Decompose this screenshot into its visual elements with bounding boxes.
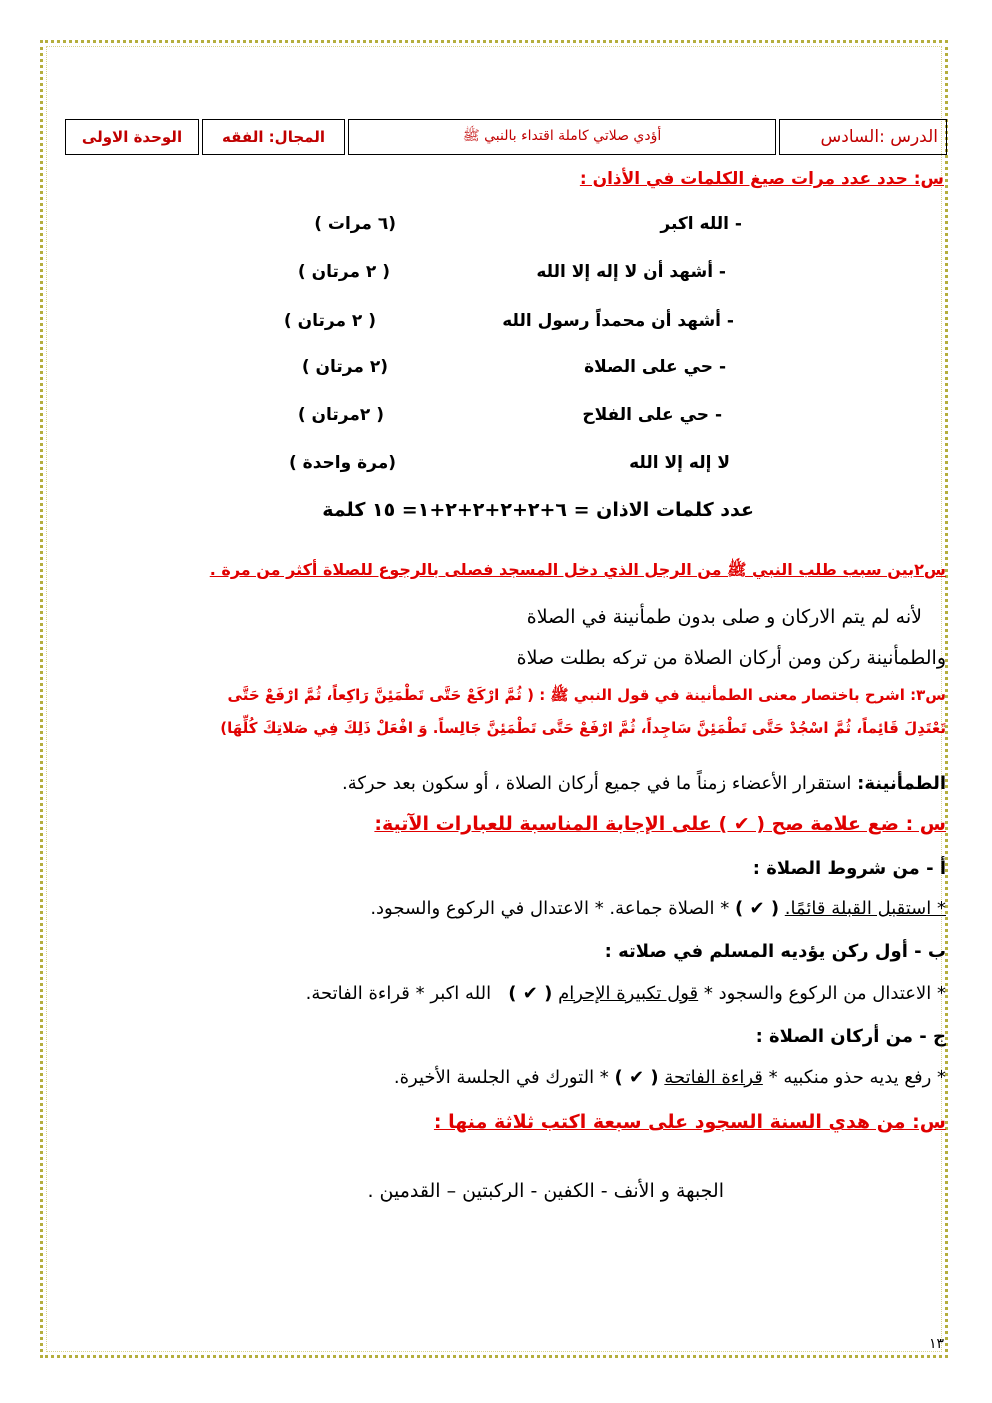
q3-title-line1: س٣: اشرح باختصار معنى الطمأنينة في قول النبي ﷺ : ( ثُمَّ ارْكَعْ حَتَّى تَطْمَئِنَّ رَاكِعاً، ثُمَّ ارْفَعْ حَتَّى (227, 686, 946, 704)
q1-count-3: ( ٢ مرتان ) (283, 311, 376, 331)
unit-cell: الوحدة الاولى (65, 119, 199, 155)
q4-b-option-1: * الاعتدال من الركوع والسجود * (703, 983, 946, 1004)
q4-c-option-3: * التورك في الجلسة الأخيرة. (393, 1067, 609, 1088)
q1-total: عدد كلمات الاذان = ٦+٢+٢+٢+٢+١= ١٥ كلمة (322, 499, 754, 521)
q1-count-4: (٢ مرتان ) (301, 357, 388, 377)
q1-count-1: (٦ مرات ) (314, 214, 396, 234)
header-table (62, 116, 950, 158)
q1-phrase-5: - حي على الفلاح (582, 405, 722, 425)
q1-count-2: ( ٢ مرتان ) (297, 262, 390, 282)
q4-c-options (394, 1067, 946, 1088)
q4-c-option-2: قراءة الفاتحة (664, 1067, 763, 1088)
page-number: ١٣ (928, 1336, 944, 1352)
q4-c-heading: ج - من أركان الصلاة : (755, 1026, 946, 1047)
q1-phrase-1: - الله اكبر (660, 214, 742, 234)
q4-a-option-2: * الصلاة جماعة. * الاعتدال في الركوع والسجود. (370, 898, 730, 919)
q2-answer-line2: والطمأنينة ركن ومن أركان الصلاة من تركه بطلت صلاة (516, 647, 946, 669)
q3-title-line2: تَعْتَدِلَ قَائِماً، ثُمَّ اسْجُدْ حَتَّى تَطْمَئِنَّ سَاجِداً، ثُمَّ ارْفَعْ حَتَّى تَطْمَئِنَّ جَالِساً. وَ افْعَلْ ذَلِكَ فِي صَلاتِكَ كُلِّهَا) (220, 719, 946, 737)
lesson-cell: الدرس :السادس (779, 119, 947, 155)
q4-a-options (370, 898, 946, 919)
q5-answer: الجبهة و الأنف - الكفين - الركبتين – القدمين . (367, 1180, 724, 1202)
q1-phrase-3: - أشهد أن محمداً رسول الله (502, 311, 734, 331)
q1-phrase-4: - حي على الصلاة (584, 357, 726, 377)
q4-b-option-2: قول تكبيرة الإحرام (558, 983, 699, 1004)
q1-phrase-6: لا إله إلا الله (629, 453, 730, 473)
q1-phrase-2: - أشهد أن لا إله إلا الله (536, 262, 726, 282)
q4-b-options (306, 983, 946, 1004)
q4-a-check-mark: ( ✔ ) (734, 898, 780, 919)
q4-a-option-1: * استقبل القبلة قائمًا. (784, 898, 946, 919)
q4-c-check-mark: ( ✔ ) (614, 1067, 659, 1088)
q3-answer (342, 773, 946, 794)
q5-title: س: من هدي السنة السجود على سبعة اكتب ثلاثة منها : (433, 1111, 946, 1133)
q4-a-heading: أ - من شروط الصلاة : (752, 858, 946, 879)
q4-title: س : ضع علامة صح ( ✔ ) على الإجابة المناسبة للعبارات الآتية: (374, 813, 946, 835)
q3-answer-text: استقرار الأعضاء زمناً ما في جميع أركان الصلاة ، أو سكون بعد حركة. (341, 773, 852, 794)
q4-c-option-1: * رفع يديه حذو منكبيه * (768, 1067, 946, 1088)
q4-b-heading: ب - أول ركن يؤديه المسلم في صلاته : (604, 941, 946, 962)
q2-answer-line1: لأنه لم يتم الاركان و صلى بدون طمأنينة في الصلاة (526, 606, 922, 628)
q1-count-6: (مرة واحدة ) (288, 453, 396, 473)
q4-b-option-3: الله اكبر * قراءة الفاتحة. (305, 983, 492, 1004)
q4-b-check-mark: ( ✔ ) (508, 983, 553, 1004)
q1-count-5: ( ٢مرتان ) (297, 405, 384, 425)
field-cell: المجال: الفقه (202, 119, 345, 155)
q2-title: س٢بين سبب طلب النبي ﷺ من الرجل الذي دخل المسجد فصلى بالرجوع للصلاة أكثر من مرة . (209, 560, 946, 579)
lesson-title-cell: أؤدي صلاتي كاملة اقتداء بالنبي ﷺ (348, 119, 776, 155)
q1-title: س: حدد عدد مرات صيغ الكلمات في الأذان : (579, 169, 944, 189)
q3-answer-label: الطمأنينة: (857, 773, 946, 794)
